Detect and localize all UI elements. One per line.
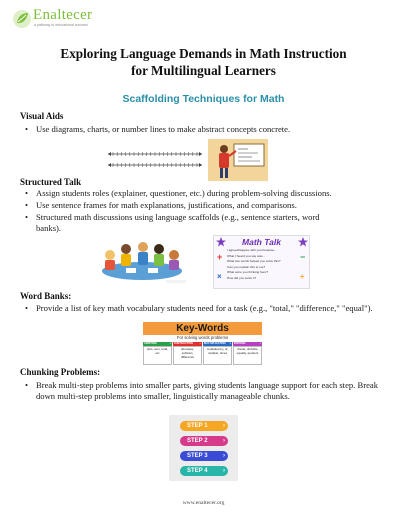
students-discussion-image — [96, 237, 188, 287]
document-title-line2: for Multilingual Learners — [131, 63, 276, 78]
math-talk-line: What two words helped you solve this? — [227, 259, 281, 263]
key-words-column-header: DIVISION ÷ — [234, 342, 261, 345]
key-words-column-header: SUBTRACTION − — [174, 342, 201, 345]
key-words-column-words: plus, sum, total, etc — [143, 346, 172, 365]
chevron-right-icon: › — [223, 438, 225, 444]
step-pill: STEP 2 › — [180, 436, 228, 446]
chunking-heading: Chunking Problems: — [20, 367, 101, 377]
bullet-icon: • — [25, 303, 29, 313]
document-title-line1: Exploring Language Demands in Math Instruction — [60, 46, 347, 61]
times-icon: × — [217, 272, 222, 281]
steps-graphic — [169, 415, 238, 481]
minus-icon: − — [300, 252, 306, 262]
bullet-icon: • — [25, 212, 29, 222]
chevron-right-icon: › — [223, 453, 225, 459]
step-pill: STEP 4 › — [180, 466, 228, 476]
math-talk-line: Can you explain this to me? — [227, 264, 266, 269]
key-words-subtitle: For solving words problems — [176, 335, 229, 340]
structured-talk-bullet: • Structured math discussions using language scaffolds (e.g., sentence starters, word banks). — [25, 212, 320, 234]
key-words-columns — [143, 342, 262, 365]
plus-icon: + — [217, 252, 223, 262]
teacher-at-board-image — [208, 139, 268, 181]
brand-tagline: a pathway to educational success — [34, 23, 88, 27]
footer-url: www.enaltecer.org — [182, 500, 225, 506]
key-words-column-header: ADDITION + — [144, 342, 171, 345]
step-pill: STEP 3 › — [180, 451, 228, 461]
word-banks-heading: Word Banks: — [20, 291, 72, 301]
visual-aids-bullet: • Use diagrams, charts, or number lines to make abstract concepts concrete. — [25, 124, 291, 134]
key-words-column-words: decrease, subtract, difference — [173, 346, 202, 365]
brand-logo — [12, 8, 122, 32]
key-words-title: Key-Words — [143, 322, 262, 335]
math-talk-line: How did you solve it? — [227, 275, 257, 280]
math-talk-line: I agree/disagree with you because... — [227, 248, 277, 252]
key-words-column-words: divide, divisible equally, quotient — [233, 346, 262, 365]
step-pill: STEP 1 › — [180, 421, 228, 431]
key-words-column — [143, 342, 172, 365]
structured-talk-heading: Structured Talk — [20, 177, 82, 187]
visual-aids-heading: Visual Aids — [20, 111, 64, 121]
math-talk-line: What were you thinking here? — [227, 270, 268, 274]
key-words-chart — [143, 322, 262, 365]
bullet-icon: • — [25, 380, 29, 390]
bullet-icon: • — [25, 124, 29, 134]
key-words-column — [173, 342, 202, 365]
key-words-column-header: MULTIPLICATION × — [204, 342, 231, 345]
word-banks-bullet: • Provide a list of key math vocabulary students need for a task (e.g., "total," "difference," "equal"). — [25, 303, 373, 313]
chevron-right-icon: › — [223, 423, 225, 429]
math-talk-line: What I heard you say was... — [227, 253, 266, 258]
chevron-right-icon: › — [223, 468, 225, 474]
structured-talk-bullet: • Assign students roles (explainer, questioner, etc.) during problem-solving discussions. — [25, 188, 332, 198]
chunking-bullet: • Break multi-step problems into smaller parts, giving students language support for each step. Break down multi-step problems into smaller, linguistically manageable chunks. — [25, 380, 379, 402]
key-words-column — [233, 342, 262, 365]
math-talk-title: Math Talk — [242, 237, 281, 247]
bullet-icon: • — [25, 200, 29, 210]
brand-name: Enaltecer — [33, 7, 93, 23]
bullet-icon: • — [25, 188, 29, 198]
key-words-column-words: multiplied by, of, multiple, times — [203, 346, 232, 365]
divide-icon: ÷ — [300, 272, 305, 281]
number-line-image — [105, 146, 205, 172]
brand-leaf-icon — [12, 9, 32, 29]
section-heading: Scaffolding Techniques for Math — [122, 93, 285, 105]
structured-talk-bullet: • Use sentence frames for math explanations, justifications, and comparisons. — [25, 200, 297, 210]
math-talk-poster — [213, 235, 310, 289]
math-talk-lines — [227, 248, 299, 281]
key-words-column — [203, 342, 232, 365]
